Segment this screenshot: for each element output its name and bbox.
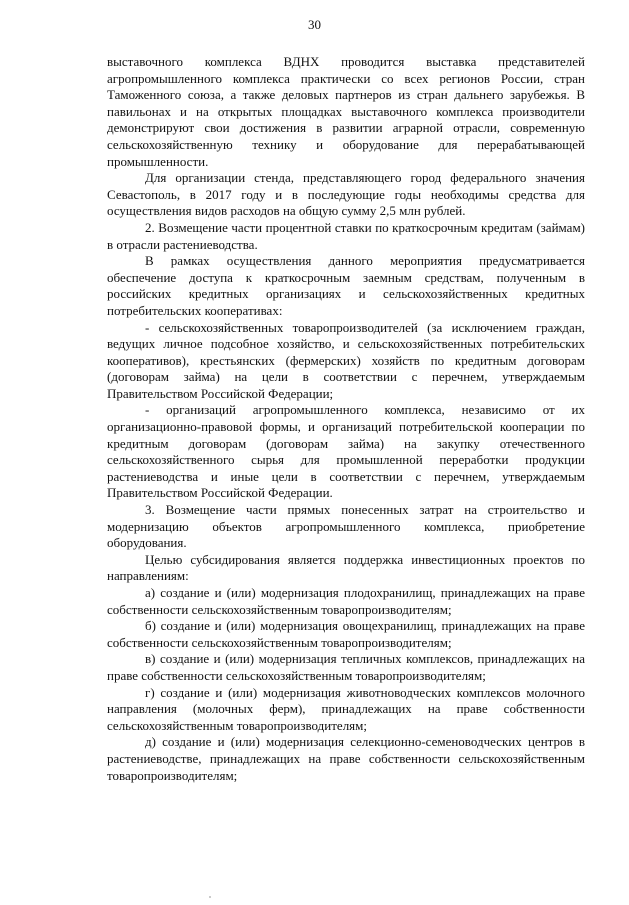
list-item-a: а) создание и (или) модернизация плодохранилищ, принадлежащих на праве собственности сельскохозяйственным товаропроизводителям;: [107, 585, 585, 617]
body-text: [107, 54, 585, 784]
list-item-v: в) создание и (или) модернизация тепличных комплексов, принадлежащих на праве собственности сельскохозяйственным товаропроизводителям;: [107, 651, 585, 683]
paragraph-item-3-heading: 3. Возмещение части прямых понесенных затрат на строительство и модернизацию объектов агропромышленного комплекса, приобретение оборудования.: [107, 502, 585, 551]
list-item-dash-producers: - сельскохозяйственных товаропроизводителей (за исключением граждан, ведущих личное подсобное хозяйство, и сельскохозяйственных потребительских кооперативов), крестьянских (фермерских) хозяйств по кредитным договорам (договорам займа) на цели в соответствии с перечнем, утверждаемым Правительством Российской Федерации;: [107, 319, 585, 401]
page-number: 30: [308, 17, 321, 32]
paragraph-stand-funding: Для организации стенда, представляющего город федерального значения Севастополь, в 2017 году и в последующие годы необходимы средства для осуществления видов расходов на общую сумму 2,5 млн рублей.: [107, 170, 585, 219]
list-item-b: б) создание и (или) модернизация овощехранилищ, принадлежащих на праве собственности сельскохозяйственным товаропроизводителям;: [107, 618, 585, 650]
paragraph-continuation: выставочного комплекса ВДНХ проводится выставка представителей агропромышленного комплекса практически со всех регионов России, стран Таможенного союза, а также деловых партнеров из стран дальнего зарубежья. В павильонах и на открытых площадках выставочного комплекса производители демонстрируют свои достижения в развитии аграрной отрасли, современную сельскохозяйственную технику и оборудование для перерабатывающей промышленности.: [107, 54, 585, 169]
scan-speck: [209, 896, 211, 898]
paragraph-item-2-body: В рамках осуществления данного мероприятия предусматривается обеспечение доступа к краткосрочным заемным средствам, полученным в российских кредитных организациях и сельскохозяйственных кредитных потребительских кооперативах:: [107, 253, 585, 318]
paragraph-item-3-goal: Целью субсидирования является поддержка инвестиционных проектов по направлениям:: [107, 551, 585, 584]
list-item-d: д) создание и (или) модернизация селекционно-семеноводческих центров в растениеводстве, принадлежащих на праве собственности сельскохозяйственным товаропроизводителям;: [107, 734, 585, 783]
list-item-dash-organizations: - организаций агропромышленного комплекса, независимо от их организационно-правовой формы, и организаций потребительской кооперации по кредитным договорам (договорам займа) на закупку отечественного сельскохозяйственного сырья для промышленной переработки продукции растениеводства и иные цели в соответствии с перечнем, утверждаемым Правительством Российской Федерации.: [107, 402, 585, 501]
list-item-g: г) создание и (или) модернизация животноводческих комплексов молочного направления (молочных ферм), принадлежащих на праве собственности сельскохозяйственным товаропроизводителям;: [107, 684, 585, 733]
paragraph-item-2-heading: 2. Возмещение части процентной ставки по краткосрочным кредитам (займам) в отрасли растениеводства.: [107, 219, 585, 252]
